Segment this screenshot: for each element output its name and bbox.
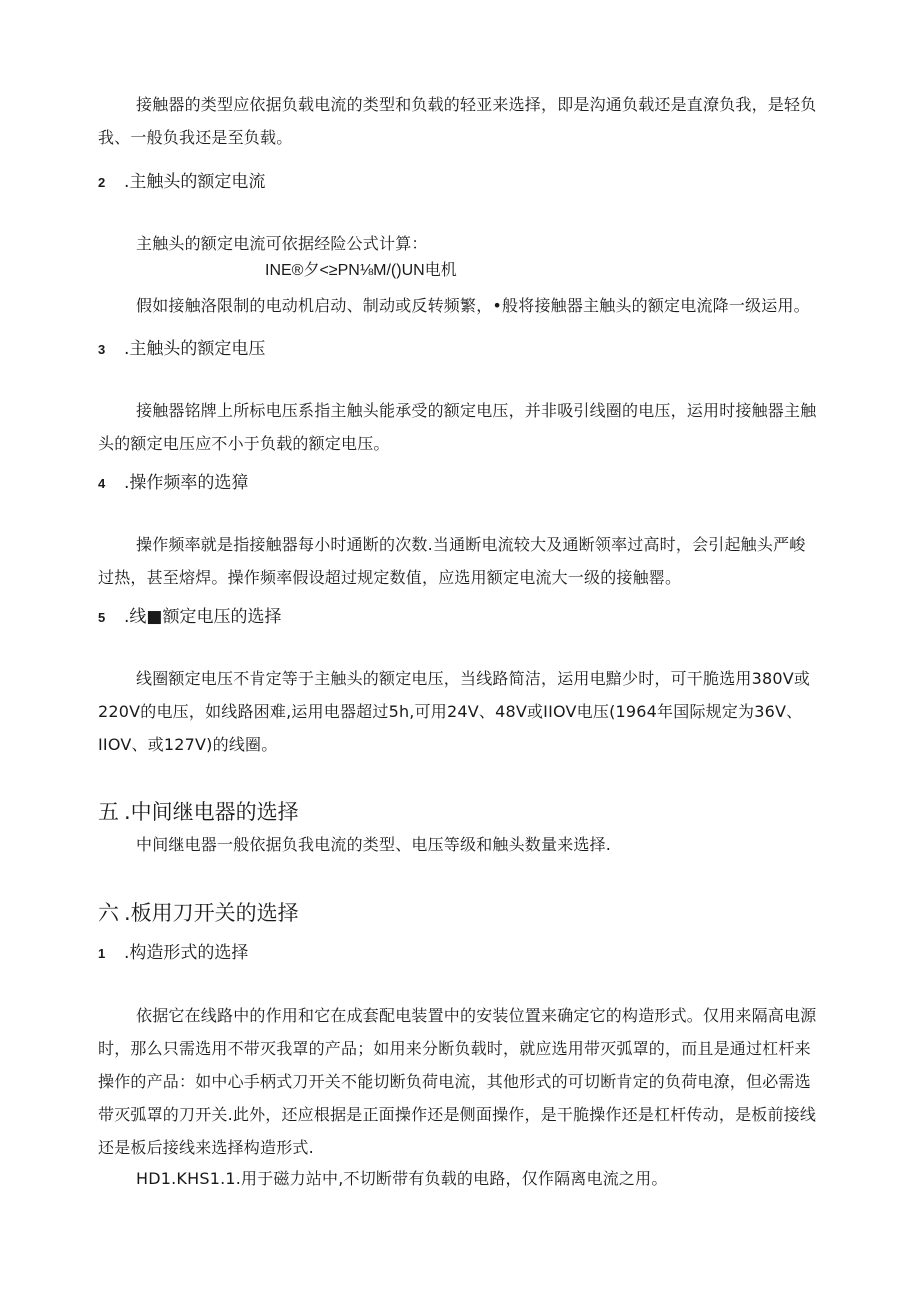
heading-knife-switch: [98, 899, 299, 927]
formula: INE®夕<≥PN⅛M/()UN电机: [265, 262, 457, 279]
heading-number: 4: [98, 476, 106, 491]
paragraph-coil-voltage: 线圈额定电压不肯定等于主触头的额定电压，当线路简洁，运用电黯少时，可干脆选用380V或220V的电压，如线路困难,运用电器超过5h,可用24V、48V或IIOV电压(1964年国际规定为36V、IIOV、或127V)的线圈。: [98, 669, 811, 754]
heading-number: 六: [98, 901, 119, 925]
heading-number: 5: [98, 610, 106, 625]
paragraph-rated-voltage: 接触器铭牌上所标电压系指主触头能承受的额定电压，并非吸引线圈的电压，运用时接触器主触头的额定电压应不小于负载的额定电压。: [98, 401, 817, 453]
heading-text: .主触头的额定电流: [124, 172, 266, 192]
heading-text: .主触头的额定电压: [124, 339, 266, 359]
heading-intermediate-relay: [98, 798, 299, 826]
heading-structure-form: [98, 941, 248, 966]
heading-text: .线■额定电压的选择: [124, 607, 282, 627]
heading-main-contact-current: [98, 170, 265, 195]
heading-text: .操作频率的选獐: [124, 473, 249, 493]
paragraph-current-formula-intro: 主触头的额定电流可依据经险公式计算：: [136, 234, 428, 253]
heading-coil-voltage: [98, 605, 281, 630]
heading-number: 3: [98, 342, 106, 357]
heading-text: .中间继电器的选择: [124, 800, 299, 824]
paragraph-intermediate-relay: 中间继电器一般依据负我电流的类型、电压等级和触头数量来选择.: [136, 835, 612, 854]
heading-main-contact-voltage: [98, 337, 265, 362]
heading-number: 1: [98, 946, 106, 961]
heading-number: 五: [98, 800, 119, 824]
heading-operation-frequency: [98, 471, 248, 496]
heading-text: .构造形式的选择: [124, 943, 249, 963]
paragraph-contactor-type: 接触器的类型应依据负载电流的类型和负载的轻亚来选择，即是沟通负载还是直潦负我，是轻负我、一般负我还是至负载。: [98, 95, 817, 147]
paragraph-frequent-start: 假如接触洛限制的电动机启动、制动或反转频繁，•般将接触器主触头的额定电流降一级运用。: [136, 296, 810, 315]
paragraph-operation-frequency: 操作频率就是指接触器每小时通断的次数.当通断电流较大及通断领率过高时，会引起触头严峻过热，甚至熔焊。操作频率假设超过规定数值，应选用额定电流大一级的接触罂。: [98, 535, 806, 587]
paragraph-structure-form: 依据它在线路中的作用和它在成套配电装置中的安装位置来确定它的构造形式。仅用来隔高电源时，那么只需选用不带灭我罩的产品；如用来分断负载时，就应选用带灭弧罩的，而且是通过杠杆来操作的产品：如中心手柄式刀开关不能切断负荷电流，其他形式的可切断肯定的负荷电潦，但必需选带灭弧罩的刀开关.此外，还应根据是正面操作还是侧面操作，是干脆操作还是杠杆传动，是板前接线还是板后接线来选择构造形式.: [98, 1006, 817, 1157]
heading-text: .板用刀开关的选择: [124, 901, 299, 925]
heading-number: 2: [98, 175, 106, 190]
paragraph-hd-models: HD1.KHS1.1.用于磁力站中,不切断带有负载的电路，仅作隔离电流之用。: [136, 1169, 668, 1188]
